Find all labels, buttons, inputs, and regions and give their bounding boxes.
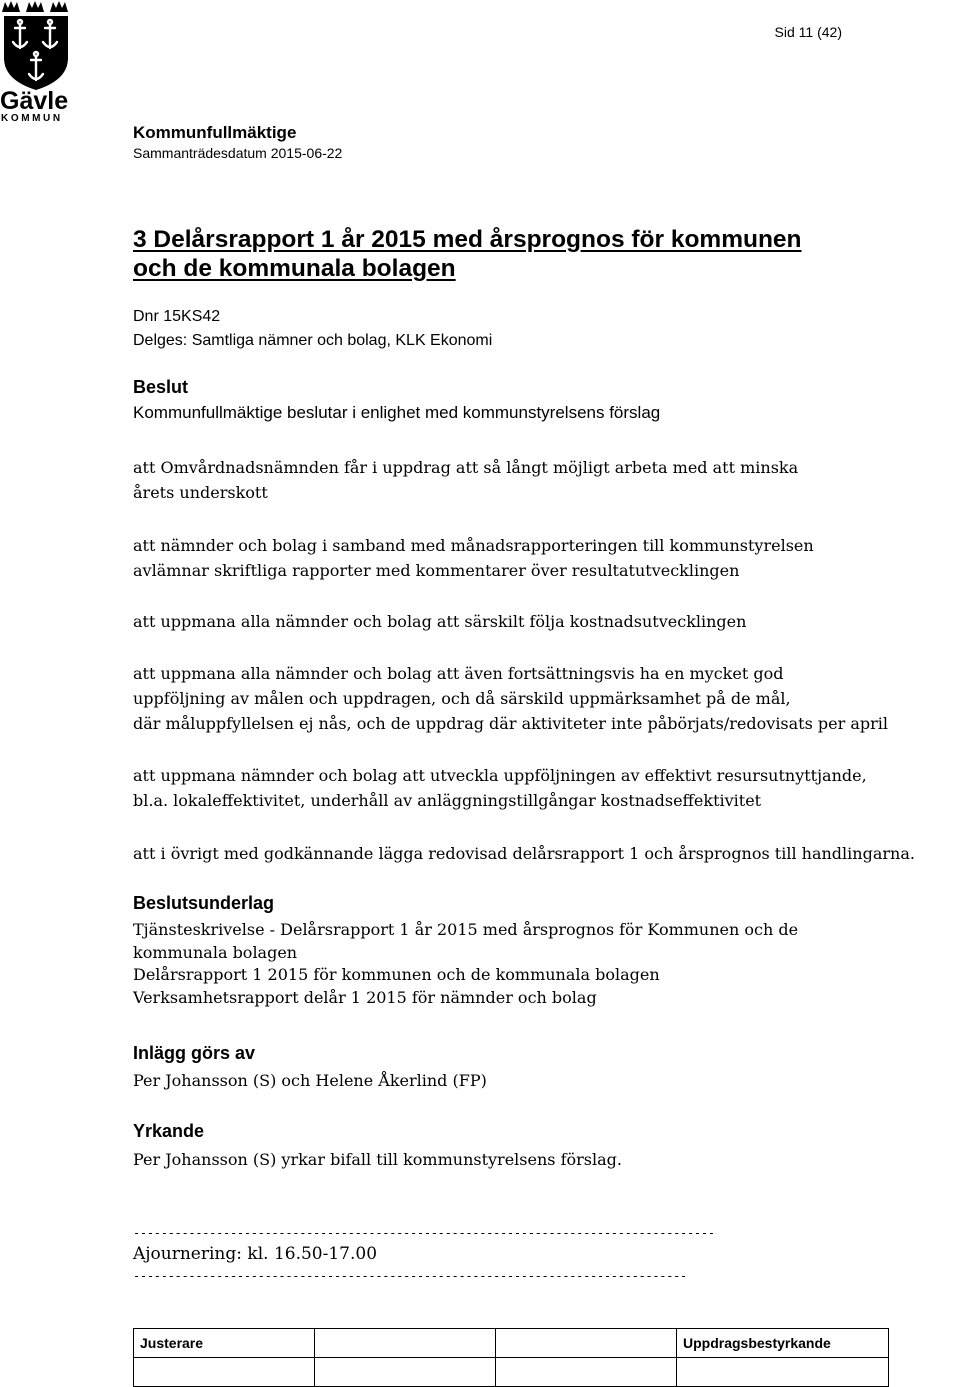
item-title xyxy=(133,225,913,283)
item-title-line-1: 3 Delårsrapport 1 år 2015 med årsprognos för kommunen xyxy=(133,226,802,253)
item-title-line-2: och de kommunala bolagen xyxy=(133,255,456,282)
justerare-signature-cell xyxy=(315,1329,496,1358)
signature-table xyxy=(133,1328,889,1387)
beslut-clause: att uppmana nämnder och bolag att utveckla uppföljningen av effektivt resursutnyttjande, bl.a. lokaleffektivitet, underhåll av anläggningstillgångar kostnadseffektivitet xyxy=(133,766,867,810)
yrkande-text: Per Johansson (S) yrkar bifall till kommunstyrelsens förslag. xyxy=(133,1150,622,1169)
inlagg-text: Per Johansson (S) och Helene Åkerlind (FP) xyxy=(133,1071,487,1090)
signature-cell xyxy=(496,1358,677,1387)
signature-cell xyxy=(677,1358,889,1387)
dashed-rule-bottom: -------------------------------------------------------------------------------- xyxy=(133,1269,687,1283)
adjournment-text: Ajournering: kl. 16.50-17.00 xyxy=(133,1244,378,1264)
dnr: Dnr 15KS42 xyxy=(133,308,221,325)
gavle-kommun-logo xyxy=(0,0,72,122)
delges: Delges: Samtliga nämner och bolag, KLK Ekonomi xyxy=(133,332,493,349)
inlagg-heading: Inlägg görs av xyxy=(133,1043,256,1063)
yrkande-heading: Yrkande xyxy=(133,1121,205,1141)
beslutsunderlag-heading: Beslutsunderlag xyxy=(133,893,275,913)
signature-cell xyxy=(134,1358,315,1387)
coat-of-arms-icon xyxy=(0,0,72,122)
organ-name: Kommunfullmäktige xyxy=(133,123,297,142)
meeting-date: Sammanträdesdatum 2015-06-22 xyxy=(133,145,343,161)
svg-text:Gävle: Gävle xyxy=(0,87,69,115)
signature-cell xyxy=(315,1358,496,1387)
beslut-heading: Beslut xyxy=(133,377,189,397)
svg-text:KOMMUN: KOMMUN xyxy=(1,113,63,122)
dashed-rule-top: ------------------------------------------------------------------------------------ xyxy=(133,1226,715,1240)
beslut-clause: att nämnder och bolag i samband med månadsrapporteringen till kommunstyrelsen avlämnar skriftliga rapporter med kommentarer över resultatutvecklingen xyxy=(133,536,814,580)
beslut-clause: att uppmana alla nämnder och bolag att särskilt följa kostnadsutvecklingen xyxy=(133,612,747,631)
beslut-intro: Kommunfullmäktige beslutar i enlighet med kommunstyrelsens förslag xyxy=(133,403,661,422)
uppdragsbestyrkande-label: Uppdragsbestyrkande xyxy=(677,1329,889,1358)
page-number: Sid 11 (42) xyxy=(774,24,842,40)
beslut-clause: att i övrigt med godkännande lägga redovisad delårsrapport 1 och årsprognos till handlingarna. xyxy=(133,844,915,863)
beslut-clause: att uppmana alla nämnder och bolag att även fortsättningsvis ha en mycket god uppföljning av målen och uppdragen, och då särskild uppmärksamhet på de mål, där måluppfyllelsen ej nås, och de uppdrag där aktiviteter inte påbörjats/redovisats per april xyxy=(133,664,889,733)
justerare-signature-cell xyxy=(496,1329,677,1358)
justerare-label: Justerare xyxy=(134,1329,315,1358)
beslutsunderlag-text: Tjänsteskrivelse - Delårsrapport 1 år 2015 med årsprognos för Kommunen och de kommunala bolagen Delårsrapport 1 2015 för kommunen och de kommunala bolagen Verksamhetsrapport delår 1 2015 för nämnder och bolag xyxy=(133,920,799,1007)
beslut-clause: att Omvårdnadsnämnden får i uppdrag att så långt möjligt arbeta med att minska årets underskott xyxy=(133,458,799,502)
